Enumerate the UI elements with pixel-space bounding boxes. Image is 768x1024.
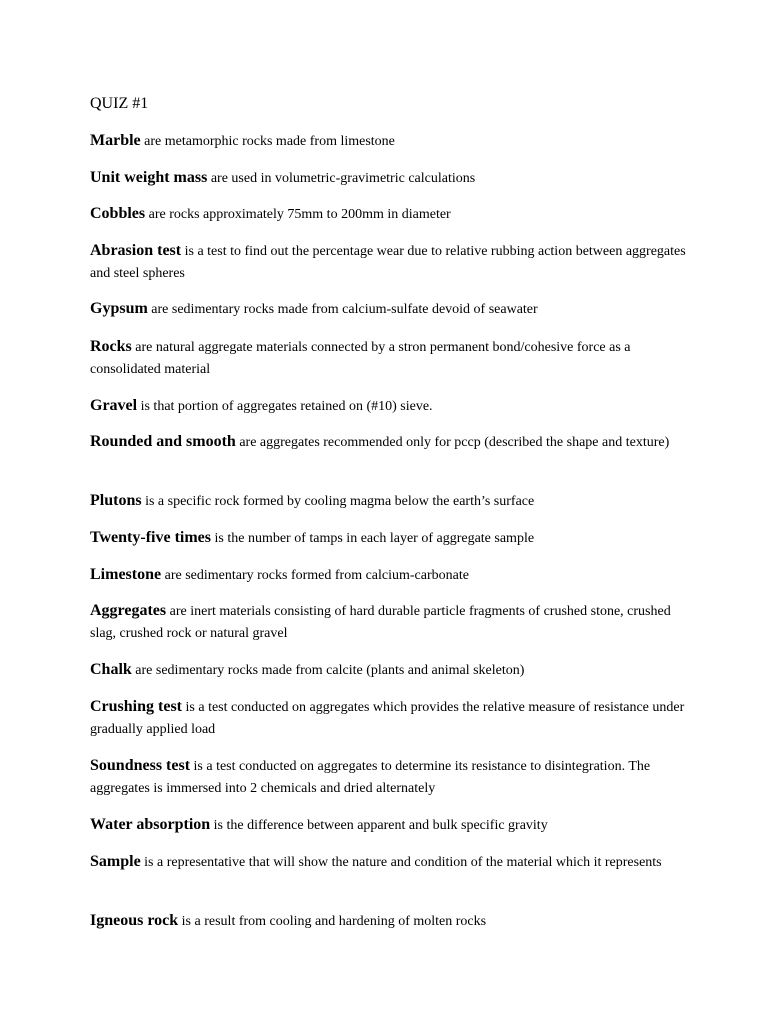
entry-chalk: [90, 659, 690, 682]
entry-definition: is the difference between apparent and bulk specific gravity: [213, 818, 548, 833]
entry-term: Soundness test: [90, 757, 191, 774]
entry-term: Gravel: [90, 397, 138, 414]
entry-rocks: [90, 336, 690, 381]
entry-definition: are inert materials consisting of hard durable particle fragments of crushed stone, crushed slag, crushed rock or natural gravel: [90, 604, 671, 641]
entry-limestone: [90, 564, 690, 587]
entry-definition: are rocks approximately 75mm to 200mm in diameter: [148, 207, 451, 222]
entry-term: Rocks: [90, 338, 132, 355]
page-title: QUIZ #1: [90, 95, 149, 112]
entry-term: Abrasion test: [90, 242, 182, 259]
entry-definition: are used in volumetric-gravimetric calculations: [210, 171, 476, 186]
entry-term: Plutons: [90, 492, 142, 509]
entry-gravel: [90, 395, 690, 418]
entry-unit-weight-mass: [90, 167, 690, 190]
entry-aggregates: [90, 600, 690, 645]
entry-definition: is that portion of aggregates retained on (#10) sieve.: [140, 399, 433, 414]
entry-abrasion-test: [90, 240, 690, 285]
entry-twenty-five-times: [90, 527, 690, 550]
entry-definition: is a representative that will show the nature and condition of the material which it represents: [144, 855, 662, 870]
entry-term: Water absorption: [90, 816, 211, 833]
entry-definition: are sedimentary rocks made from calcium-sulfate devoid of seawater: [151, 302, 538, 317]
entry-term: Limestone: [90, 566, 162, 583]
entry-definition: is a test conducted on aggregates which provides the relative measure of resistance under gradually applied load: [90, 700, 685, 737]
entry-term: Chalk: [90, 661, 132, 678]
entry-marble: [90, 130, 690, 153]
entry-rounded-and-smooth: [90, 431, 690, 454]
entry-term: Marble: [90, 132, 141, 149]
entry-definition: are sedimentary rocks formed from calcium-carbonate: [164, 568, 469, 583]
entry-definition: is a specific rock formed by cooling magma below the earth’s surface: [145, 494, 535, 509]
entry-definition: is a result from cooling and hardening of molten rocks: [181, 914, 487, 929]
entry-definition: is a test conducted on aggregates to determine its resistance to disintegration. The aggregates is immersed into 2 chemicals and dried alternately: [90, 759, 651, 796]
entry-term: Twenty-five times: [90, 529, 211, 546]
entry-water-absorption: [90, 814, 690, 837]
entry-term: Unit weight mass: [90, 169, 208, 186]
entry-term: Crushing test: [90, 698, 183, 715]
entry-gypsum: [90, 298, 690, 321]
entry-term: Gypsum: [90, 300, 148, 317]
entry-crushing-test: [90, 696, 690, 741]
entry-definition: are sedimentary rocks made from calcite (plants and animal skeleton): [135, 663, 525, 678]
entry-definition: is the number of tamps in each layer of aggregate sample: [214, 531, 535, 546]
entry-definition: are natural aggregate materials connected by a stron permanent bond/cohesive force as a consolidated material: [90, 340, 631, 377]
entry-term: Sample: [90, 853, 141, 870]
entry-term: Aggregates: [90, 602, 167, 619]
entry-definition: are aggregates recommended only for pccp (described the shape and texture): [239, 435, 670, 450]
entry-soundness-test: [90, 755, 690, 800]
entry-term: Rounded and smooth: [90, 433, 236, 450]
entry-plutons: [90, 490, 690, 513]
entry-definition: is a test to find out the percentage wear due to relative rubbing action between aggregates and steel spheres: [90, 244, 686, 281]
entry-cobbles: [90, 203, 690, 226]
entry-sample: [90, 851, 690, 874]
entry-definition: are metamorphic rocks made from limestone: [144, 134, 395, 149]
entry-igneous-rock: [90, 910, 690, 933]
entry-term: Igneous rock: [90, 912, 179, 929]
entry-term: Cobbles: [90, 205, 146, 222]
